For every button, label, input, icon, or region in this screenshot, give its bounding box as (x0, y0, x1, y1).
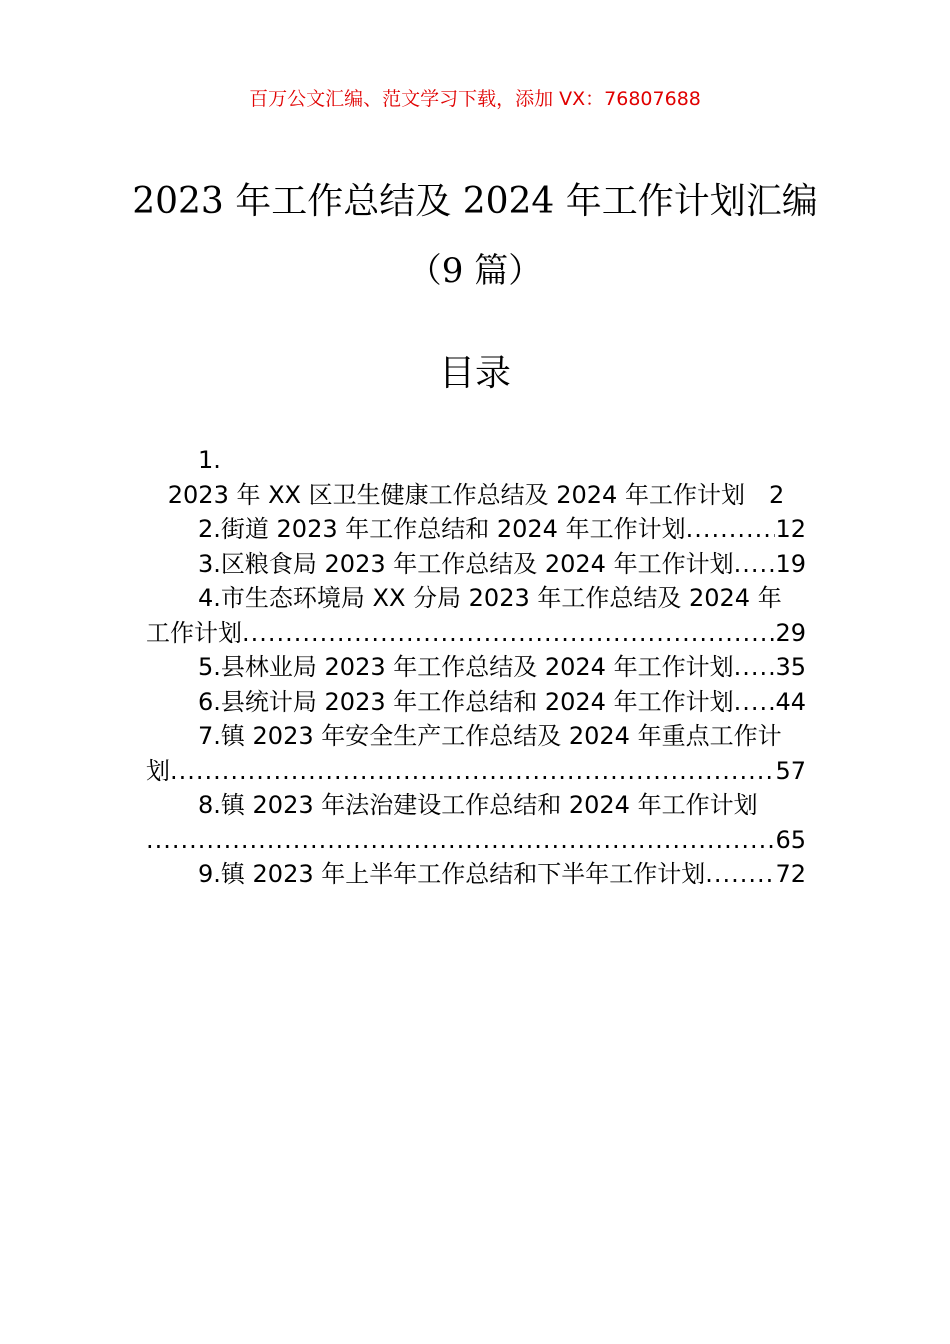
toc-item-title: 9.镇 2023 年上半年工作总结和下半年工作计划 (198, 860, 706, 888)
toc-leader-dots (734, 650, 776, 685)
toc-item-page: 29 (775, 618, 806, 647)
toc-item-title: 2023 年 XX 区卫生健康工作总结及 2024 年工作计划 (167, 480, 745, 509)
toc-item-page: 35 (775, 653, 806, 681)
toc-item-page: 72 (775, 860, 806, 888)
toc-heading: 目录 (438, 353, 511, 394)
header-contact-note: 百万公文汇编、范文学习下载，添加 VX：76807688 (249, 88, 701, 110)
toc-item-page: 65 (775, 825, 806, 854)
toc-leader-dots (734, 547, 776, 582)
toc-leader-dots (686, 512, 776, 547)
toc-leader-dots (242, 616, 775, 651)
toc-item-7-line1[interactable] (146, 719, 806, 754)
toc-item-page: 2 (768, 480, 785, 509)
document-title: 2023 年工作总结及 2024 年工作计划汇编 (132, 181, 818, 222)
toc-item-title: 3.区粮食局 2023 年工作总结及 2024 年工作计划 (198, 549, 734, 578)
toc-item-4-line1[interactable] (146, 581, 806, 616)
toc-item-title: 7.镇 2023 年安全生产工作总结及 2024 年重点工作计 (198, 722, 782, 750)
toc-item-2[interactable] (146, 512, 806, 547)
toc-item-title: 2.街道 2023 年工作总结和 2024 年工作计划 (198, 515, 686, 543)
toc-leader-dots (705, 857, 775, 892)
toc-item-title: 8.镇 2023 年法治建设工作总结和 2024 年工作计划 (198, 791, 758, 819)
toc-item-title-continued: 工作计划 (146, 618, 242, 647)
toc-item-8-line2[interactable] (146, 823, 806, 858)
toc-item-page: 44 (775, 687, 806, 716)
document-subtitle: （9 篇） (407, 251, 543, 291)
toc-item-page: 19 (775, 549, 806, 578)
toc-item-3[interactable] (146, 547, 806, 582)
toc-item-title: 6.县统计局 2023 年工作总结和 2024 年工作计划 (198, 687, 734, 716)
toc-item-7-line2[interactable] (146, 754, 806, 789)
toc-leader-dots (170, 754, 775, 789)
toc-leader-dots (146, 823, 775, 858)
toc-item-1[interactable] (146, 478, 806, 513)
toc-item-page: 12 (775, 515, 806, 543)
toc-item-title-continued: 划 (146, 756, 170, 785)
toc-item-8-line1[interactable] (146, 788, 806, 823)
toc-item-title: 4.市生态环境局 XX 分局 2023 年工作总结及 2024 年 (198, 584, 782, 612)
toc-item-6[interactable] (146, 685, 806, 720)
toc-item-9[interactable] (146, 857, 806, 892)
table-of-contents (146, 443, 806, 892)
toc-leader-dots (734, 685, 776, 720)
toc-item-page: 57 (775, 756, 806, 785)
toc-item-5[interactable] (146, 650, 806, 685)
toc-item-title: 5.县林业局 2023 年工作总结及 2024 年工作计划 (198, 653, 734, 681)
toc-item-number: 1. (198, 446, 221, 474)
toc-item-4-line2[interactable] (146, 616, 806, 651)
toc-item-1-number-line[interactable] (146, 443, 806, 478)
